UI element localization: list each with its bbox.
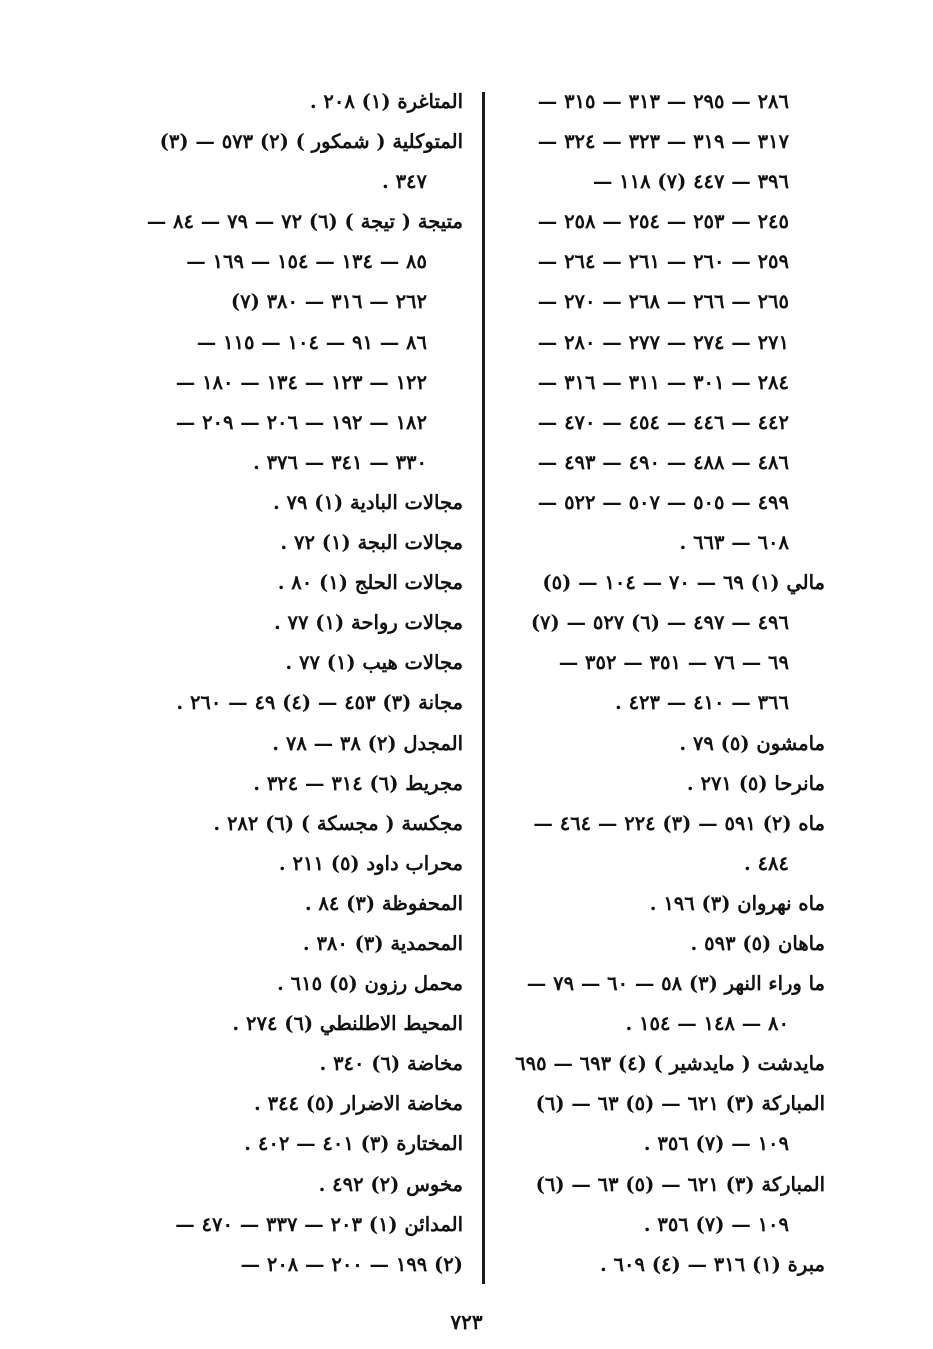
- index-entry-line: مالي (١) ٦٩ — ٧٠ — ١٠٤ — (٥): [542, 571, 825, 595]
- index-entry-line: مجالات البجة (١) ٧٢ .: [280, 531, 463, 555]
- index-entry-line: ٢٧١ — ٢٧٤ — ٢٧٧ — ٢٨٠ —: [537, 330, 789, 354]
- index-entry-line: ٦٩ — ٧٦ — ٣٥١ — ٣٥٢ —: [558, 651, 789, 675]
- index-entry-line: ٦٠٨ — ٦٦٣ .: [679, 531, 789, 555]
- index-entry-line: مجالات رواحة (١) ٧٧ .: [273, 611, 463, 635]
- index-entry-line: المتاغرة (١) ٢٠٨ .: [309, 90, 463, 113]
- index-entry-line: ١٠٩ — (٧) ٣٥٦ .: [643, 1212, 789, 1236]
- index-entry-line: ٣٣٠ — ٣٤١ — ٣٧٦ .: [253, 450, 427, 474]
- index-entry-line: محمل رزون (٥) ٦١٥ .: [277, 972, 463, 996]
- index-entry-line: ٢٨٤ — ٣٠١ — ٣١١ — ٣١٦ —: [537, 370, 789, 394]
- index-entry-line: ماه (٢) ٥٩١ — (٣) ٢٢٤ — ٤٦٤ —: [533, 811, 825, 835]
- index-entry-line: (٢) ١٩٩ — ٢٠٠ — ٢٠٨ —: [240, 1252, 463, 1276]
- column-divider: [482, 92, 485, 1284]
- index-entry-line: المتوكلية ( شمكور ) (٢) ٥٧٣ — (٣): [159, 130, 463, 154]
- index-entry-line: المحفوظة (٣) ٨٤ .: [304, 891, 463, 915]
- index-entry-line: مجانة (٣) ٤٥٣ — (٤) ٤٩ — ٢٦٠ .: [176, 691, 463, 715]
- index-entry-line: مخاضة (٦) ٣٤٠ .: [319, 1052, 463, 1076]
- index-entry-line: ماهان (٥) ٥٩٣ .: [690, 931, 825, 955]
- index-entry-line: ٣١٧ — ٣١٩ — ٣٢٣ — ٣٢٤ —: [537, 130, 789, 154]
- right-column: [475, 82, 825, 1285]
- index-entry-line: مجريط (٦) ٣١٤ — ٣٢٤ .: [253, 771, 463, 795]
- index-entry-line: مامشون (٥) ٧٩ .: [679, 731, 825, 755]
- index-entry-line: ٨٦ — ٩١ — ١٠٤ — ١١٥ —: [196, 330, 427, 354]
- index-entry-line: المختارة (٣) ٤٠١ — ٤٠٢ .: [244, 1132, 463, 1156]
- index-entry-line: ما وراء النهر (٣) ٥٨ — ٦٠ — ٧٩ —: [526, 972, 825, 996]
- index-entry-line: ١٠٩ — (٧) ٣٥٦ .: [643, 1132, 789, 1156]
- index-entry-line: ٢٦٥ — ٢٦٦ — ٢٦٨ — ٢٧٠ —: [537, 290, 789, 314]
- index-entry-line: المباركة (٣) ٦٢١ — (٥) ٦٣ — (٦): [535, 1172, 825, 1196]
- index-entry-line: ٨٥ — ١٣٤ — ١٥٤ — ١٦٩ —: [186, 250, 427, 274]
- index-entry-line: ٢٦٢ — ٣١٦ — ٣٨٠ (٧): [230, 290, 427, 314]
- index-entry-line: المحمدية (٣) ٣٨٠ .: [302, 931, 463, 955]
- index-entry-line: محراب داود (٥) ٢١١ .: [278, 851, 463, 875]
- index-entry-line: مجالات الحلج (١) ٨٠ .: [277, 571, 463, 595]
- left-column: [103, 82, 463, 1285]
- index-entry-line: ٢٤٥ — ٢٥٣ — ٢٥٤ — ٢٥٨ —: [537, 210, 789, 234]
- index-entry-line: ٤٩٦ — ٤٩٧ — (٦) ٥٢٧ — (٧): [530, 611, 789, 635]
- index-entry-line: ٤٩٩ — ٥٠٥ — ٥٠٧ — ٥٢٢ —: [537, 490, 789, 514]
- index-entry-line: ٢٥٩ — ٢٦٠ — ٢٦١ — ٢٦٤ —: [537, 250, 789, 274]
- index-entry-line: ٤٤٢ — ٤٤٦ — ٤٥٤ — ٤٧٠ —: [537, 410, 789, 434]
- index-entry-line: المحيط الاطلنطي (٦) ٢٧٤ .: [232, 1012, 463, 1036]
- index-entry-line: ٤٨٦ — ٤٨٨ — ٤٩٠ — ٤٩٣ —: [537, 450, 789, 474]
- index-entry-line: مخوس (٢) ٤٩٢ .: [318, 1172, 463, 1196]
- index-entry-line: ٨٠ — ١٤٨ — ١٥٤ .: [625, 1012, 789, 1036]
- index-entry-line: مانرحا (٥) ٢٧١ .: [686, 771, 825, 795]
- index-entry-line: مجالات هيب (١) ٧٧ .: [285, 651, 463, 675]
- index-entry-line: مخاضة الاضرار (٥) ٣٤٤ .: [254, 1092, 463, 1116]
- index-entry-line: مايدشت ( مايدشير ) (٤) ٦٩٣ — ٦٩٥: [515, 1052, 825, 1076]
- index-entry-line: ٤٨٤ .: [744, 851, 789, 875]
- index-entry-line: ٣٩٦ — ٤٤٧ (٧) ١١٨ —: [592, 170, 789, 194]
- index-entry-line: ١٨٢ — ١٩٢ — ٢٠٦ — ٢٠٩ —: [175, 410, 427, 434]
- index-entry-line: ٣٦٦ — ٤١٠ — ٤٢٣ .: [615, 691, 789, 715]
- index-entry-line: المدائن (١) ٢٠٣ — ٣٣٧ — ٤٧٠ —: [175, 1212, 463, 1236]
- index-entry-line: المباركة (٣) ٦٢١ — (٥) ٦٣ — (٦): [535, 1092, 825, 1116]
- index-entry-line: ماه نهروان (٣) ١٩٦ .: [649, 891, 825, 915]
- index-entry-line: مبرة (١) ٣١٦ — (٤) ٦٠٩ .: [599, 1252, 825, 1276]
- index-entry-line: المجدل (٢) ٣٨ — ٧٨ .: [272, 731, 463, 755]
- index-entry-line: مجالات البادية (١) ٧٩ .: [272, 490, 463, 514]
- page-number: ٧٢٣: [450, 1310, 483, 1334]
- index-entry-line: مجكسة ( مجسكة ) (٦) ٢٨٢ .: [213, 811, 463, 835]
- index-entry-line: ١٢٢ — ١٢٣ — ١٣٤ — ١٨٠ —: [175, 370, 427, 394]
- index-entry-line: ٣٤٧ .: [382, 170, 427, 194]
- index-entry-line: متيجة ( تيجة ) (٦) ٧٢ — ٧٩ — ٨٤ —: [146, 210, 463, 234]
- index-entry-line: ٢٨٦ — ٢٩٥ — ٣١٣ — ٣١٥ —: [537, 90, 789, 113]
